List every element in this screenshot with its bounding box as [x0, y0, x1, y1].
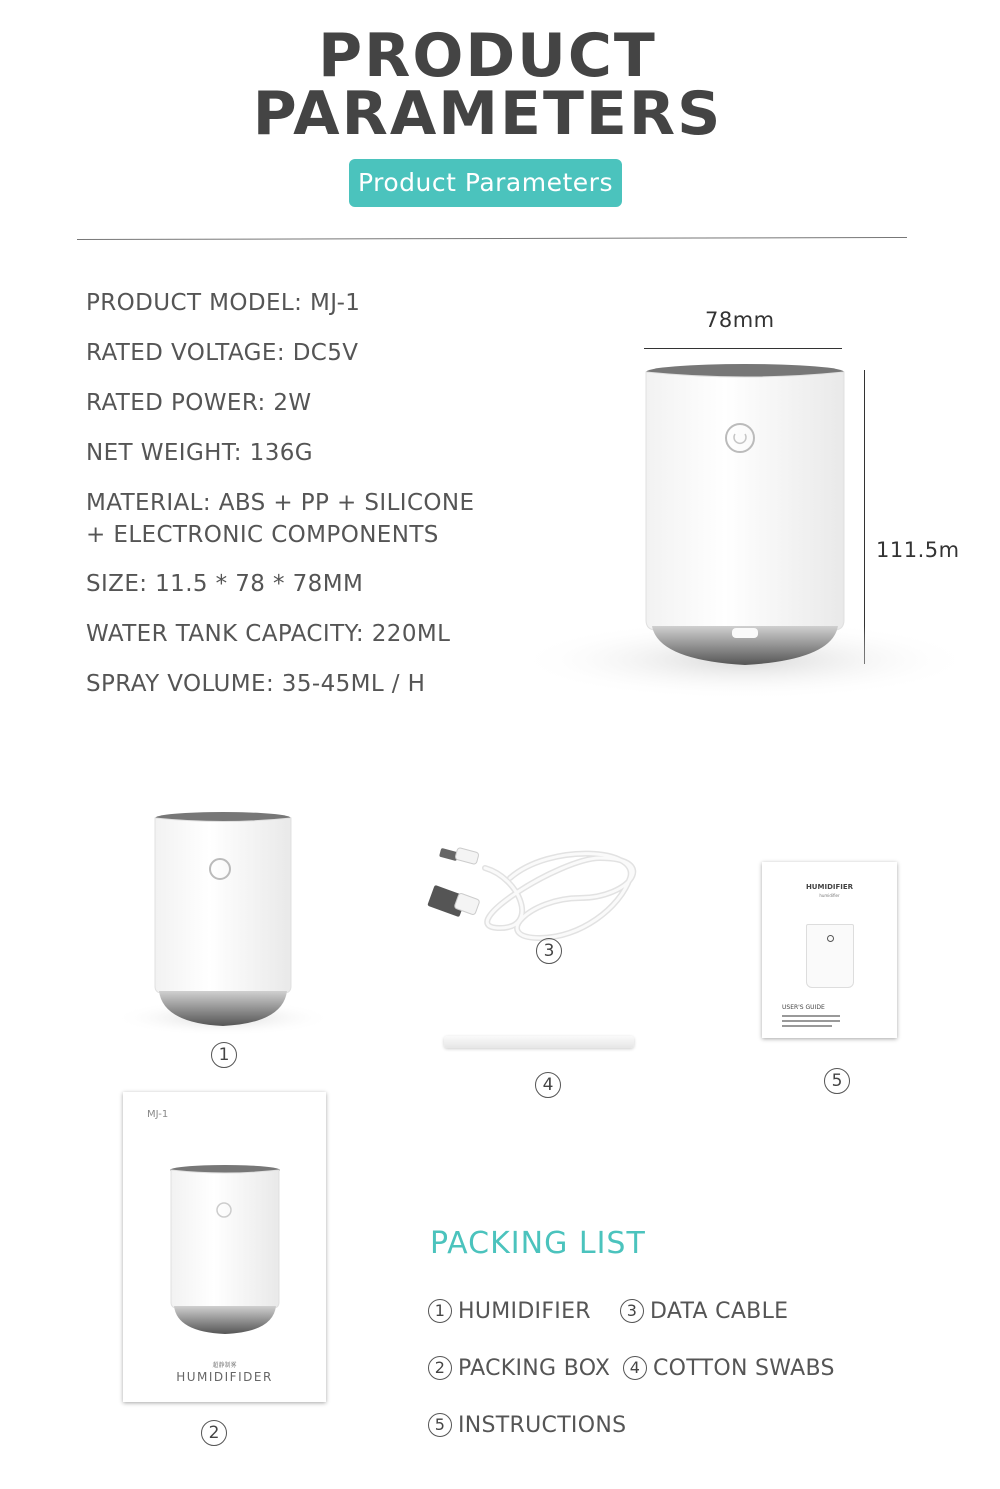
spec-material: MATERIAL: ABS + PP + SILICONE: [86, 490, 475, 516]
spec-water-tank: WATER TANK CAPACITY: 220ML: [86, 621, 451, 647]
packing-label-instructions: INSTRUCTIONS: [458, 1413, 627, 1438]
booklet-guide-label: USER'S GUIDE: [782, 1004, 825, 1011]
packing-number-5: 5: [428, 1413, 452, 1437]
humidifier-main-image: [500, 360, 980, 710]
dimension-width-label: 78mm: [705, 308, 775, 332]
box-product-name: HUMIDIFIDER: [176, 1370, 273, 1384]
item-number-5: 5: [824, 1068, 850, 1094]
booklet-product-picture: [806, 924, 854, 988]
instructions-booklet-image: [762, 862, 897, 1038]
packing-label-packing-box: PACKING BOX: [458, 1356, 611, 1381]
humidifier-item-image: [100, 808, 350, 1038]
dimension-height-label: 111.5m: [876, 538, 960, 562]
spec-net-weight: NET WEIGHT: 136G: [86, 440, 313, 466]
packing-number-3: 3: [620, 1299, 644, 1323]
power-button-icon: [827, 935, 834, 942]
packing-box-image: [123, 1092, 326, 1402]
packing-item-humidifier: [428, 1299, 591, 1324]
spec-spray-volume: SPRAY VOLUME: 35-45ML / H: [86, 671, 426, 697]
booklet-text-line: [782, 1020, 840, 1022]
item-number-1: 1: [211, 1042, 237, 1068]
packing-item-instructions: [428, 1413, 626, 1438]
box-humidifier-picture: [167, 1162, 287, 1342]
packing-item-cotton-swabs: [623, 1356, 835, 1381]
packing-item-packing-box: [428, 1356, 610, 1381]
booklet-subtitle: humidifier: [819, 893, 840, 898]
page-title-line-2: PARAMETERS: [252, 79, 723, 149]
spec-product-model: PRODUCT MODEL: MJ-1: [86, 290, 361, 316]
packing-number-4: 4: [623, 1356, 647, 1380]
spec-rated-power: RATED POWER: 2W: [86, 390, 312, 416]
dimension-width-line: [644, 348, 842, 349]
item-number-2: 2: [201, 1420, 227, 1446]
booklet-title: HUMIDIFIER: [805, 883, 854, 891]
packing-label-cotton-swabs: COTTON SWABS: [653, 1356, 835, 1381]
booklet-text-line: [782, 1015, 840, 1017]
packing-number-2: 2: [428, 1356, 452, 1380]
packing-number-1: 1: [428, 1299, 452, 1323]
spec-material-continued: + ELECTRONIC COMPONENTS: [86, 522, 439, 548]
spec-rated-voltage: RATED VOLTAGE: DC5V: [86, 340, 359, 366]
header-divider: [77, 237, 907, 240]
data-cable-image: [430, 838, 650, 948]
packing-label-humidifier: HUMIDIFIER: [458, 1299, 591, 1324]
booklet-text-line: [782, 1025, 832, 1027]
packing-list-title: PACKING LIST: [430, 1226, 646, 1261]
packing-label-data-cable: DATA CABLE: [650, 1299, 789, 1324]
spec-size: SIZE: 11.5 * 78 * 78MM: [86, 571, 364, 597]
packing-item-data-cable: [620, 1299, 788, 1324]
page-title-line-1: PRODUCT: [318, 21, 657, 91]
item-number-4: 4: [535, 1072, 561, 1098]
item-number-3: 3: [536, 938, 562, 964]
cotton-swab-image: [444, 1036, 634, 1048]
box-small-label: 超静制雾: [212, 1362, 237, 1369]
section-badge: Product Parameters: [349, 159, 622, 207]
box-model-label: MJ-1: [147, 1109, 169, 1120]
